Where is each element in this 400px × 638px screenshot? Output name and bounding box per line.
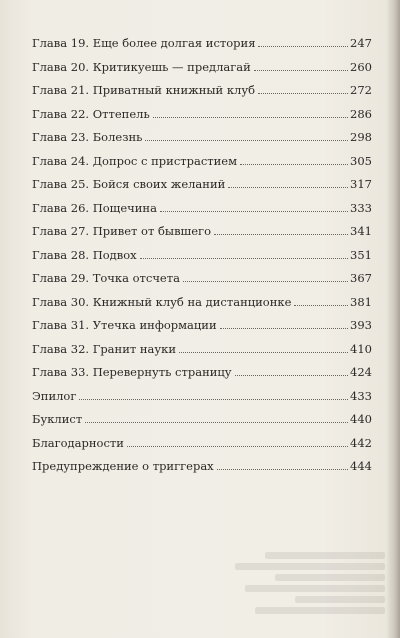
toc-dot-leader <box>258 93 348 94</box>
toc-entry-page: 341 <box>350 224 372 238</box>
toc-dot-leader <box>127 446 348 447</box>
toc-entry-page: 247 <box>350 36 372 50</box>
toc-entry <box>32 107 372 131</box>
toc-entry-page: 367 <box>350 271 372 285</box>
toc-entry-page: 298 <box>350 130 372 144</box>
toc-entry-title: Буклист <box>32 412 83 426</box>
toc-dot-leader <box>145 140 348 141</box>
toc-entry <box>32 177 372 201</box>
toc-entry <box>32 248 372 272</box>
toc-entry-title: Глава 30. Книжный клуб на дистанционке <box>32 294 292 309</box>
toc-dot-leader <box>153 117 348 118</box>
toc-entry-page: 351 <box>350 247 372 262</box>
toc-entry <box>32 83 372 107</box>
show-through-imprint <box>225 552 385 618</box>
toc-entry-title: Глава 20. Критикуешь — предлагай <box>32 59 251 74</box>
toc-entry <box>32 36 372 60</box>
toc-entry-title: Глава 31. Утечка информации <box>32 318 217 332</box>
toc-entry-title: Глава 28. Подвох <box>32 247 137 262</box>
toc-entry <box>32 60 372 84</box>
toc-entry <box>32 318 372 342</box>
toc-entry-title: Глава 23. Болезнь <box>32 130 143 144</box>
toc-entry-page: 433 <box>350 388 372 403</box>
toc-entry-title: Глава 27. Привет от бывшего <box>32 224 211 238</box>
toc-entry-page: 286 <box>350 106 372 121</box>
toc-dot-leader <box>214 234 348 235</box>
toc-entry-page: 333 <box>350 200 372 215</box>
toc-dot-leader <box>220 328 348 329</box>
toc-dot-leader <box>85 422 348 423</box>
table-of-contents <box>32 36 372 483</box>
toc-dot-leader <box>258 46 348 47</box>
toc-dot-leader <box>235 375 348 376</box>
page-gutter-shadow <box>386 0 400 638</box>
toc-entry <box>32 365 372 389</box>
toc-entry-page: 410 <box>350 341 372 356</box>
toc-entry-title: Глава 29. Точка отсчета <box>32 271 180 285</box>
toc-dot-leader <box>160 211 348 212</box>
toc-entry-title: Глава 24. Допрос с пристрастием <box>32 153 238 168</box>
toc-entry-title: Глава 26. Пощечина <box>32 200 157 215</box>
toc-entry-title: Эпилог <box>32 388 77 403</box>
toc-entry <box>32 271 372 295</box>
toc-entry <box>32 412 372 436</box>
toc-entry-page: 381 <box>350 294 372 309</box>
toc-entry <box>32 342 372 366</box>
toc-entry-title: Глава 21. Приватный книжный клуб <box>32 83 256 97</box>
toc-dot-leader <box>217 469 348 470</box>
toc-entry-title: Глава 22. Оттепель <box>32 106 150 121</box>
toc-entry-title: Глава 25. Бойся своих желаний <box>32 177 226 191</box>
toc-entry <box>32 130 372 154</box>
toc-dot-leader <box>179 352 348 353</box>
toc-entry-title: Глава 33. Перевернуть страницу <box>32 365 232 379</box>
toc-entry <box>32 154 372 178</box>
toc-entry-page: 442 <box>350 435 372 450</box>
toc-entry <box>32 224 372 248</box>
toc-entry <box>32 201 372 225</box>
toc-dot-leader <box>240 164 348 165</box>
toc-entry-page: 305 <box>350 153 372 168</box>
toc-entry <box>32 389 372 413</box>
toc-entry-title: Глава 19. Еще более долгая история <box>32 36 256 50</box>
toc-entry <box>32 436 372 460</box>
toc-dot-leader <box>228 187 348 188</box>
toc-entry <box>32 295 372 319</box>
toc-dot-leader <box>254 70 348 71</box>
toc-entry-page: 260 <box>350 59 372 74</box>
toc-dot-leader <box>79 399 348 400</box>
toc-entry-title: Благодарности <box>32 435 124 450</box>
toc-dot-leader <box>183 281 348 282</box>
toc-entry-page: 393 <box>350 318 372 332</box>
toc-dot-leader <box>140 258 348 259</box>
toc-dot-leader <box>294 305 348 306</box>
toc-entry-title: Глава 32. Гранит науки <box>32 341 177 356</box>
toc-entry-page: 317 <box>350 177 372 191</box>
toc-entry <box>32 459 372 483</box>
toc-entry-page: 272 <box>350 83 372 97</box>
toc-entry-page: 444 <box>350 459 372 473</box>
toc-entry-page: 424 <box>350 365 372 379</box>
toc-entry-page: 440 <box>350 412 372 426</box>
toc-entry-title: Предупреждение о триггерах <box>32 459 214 473</box>
